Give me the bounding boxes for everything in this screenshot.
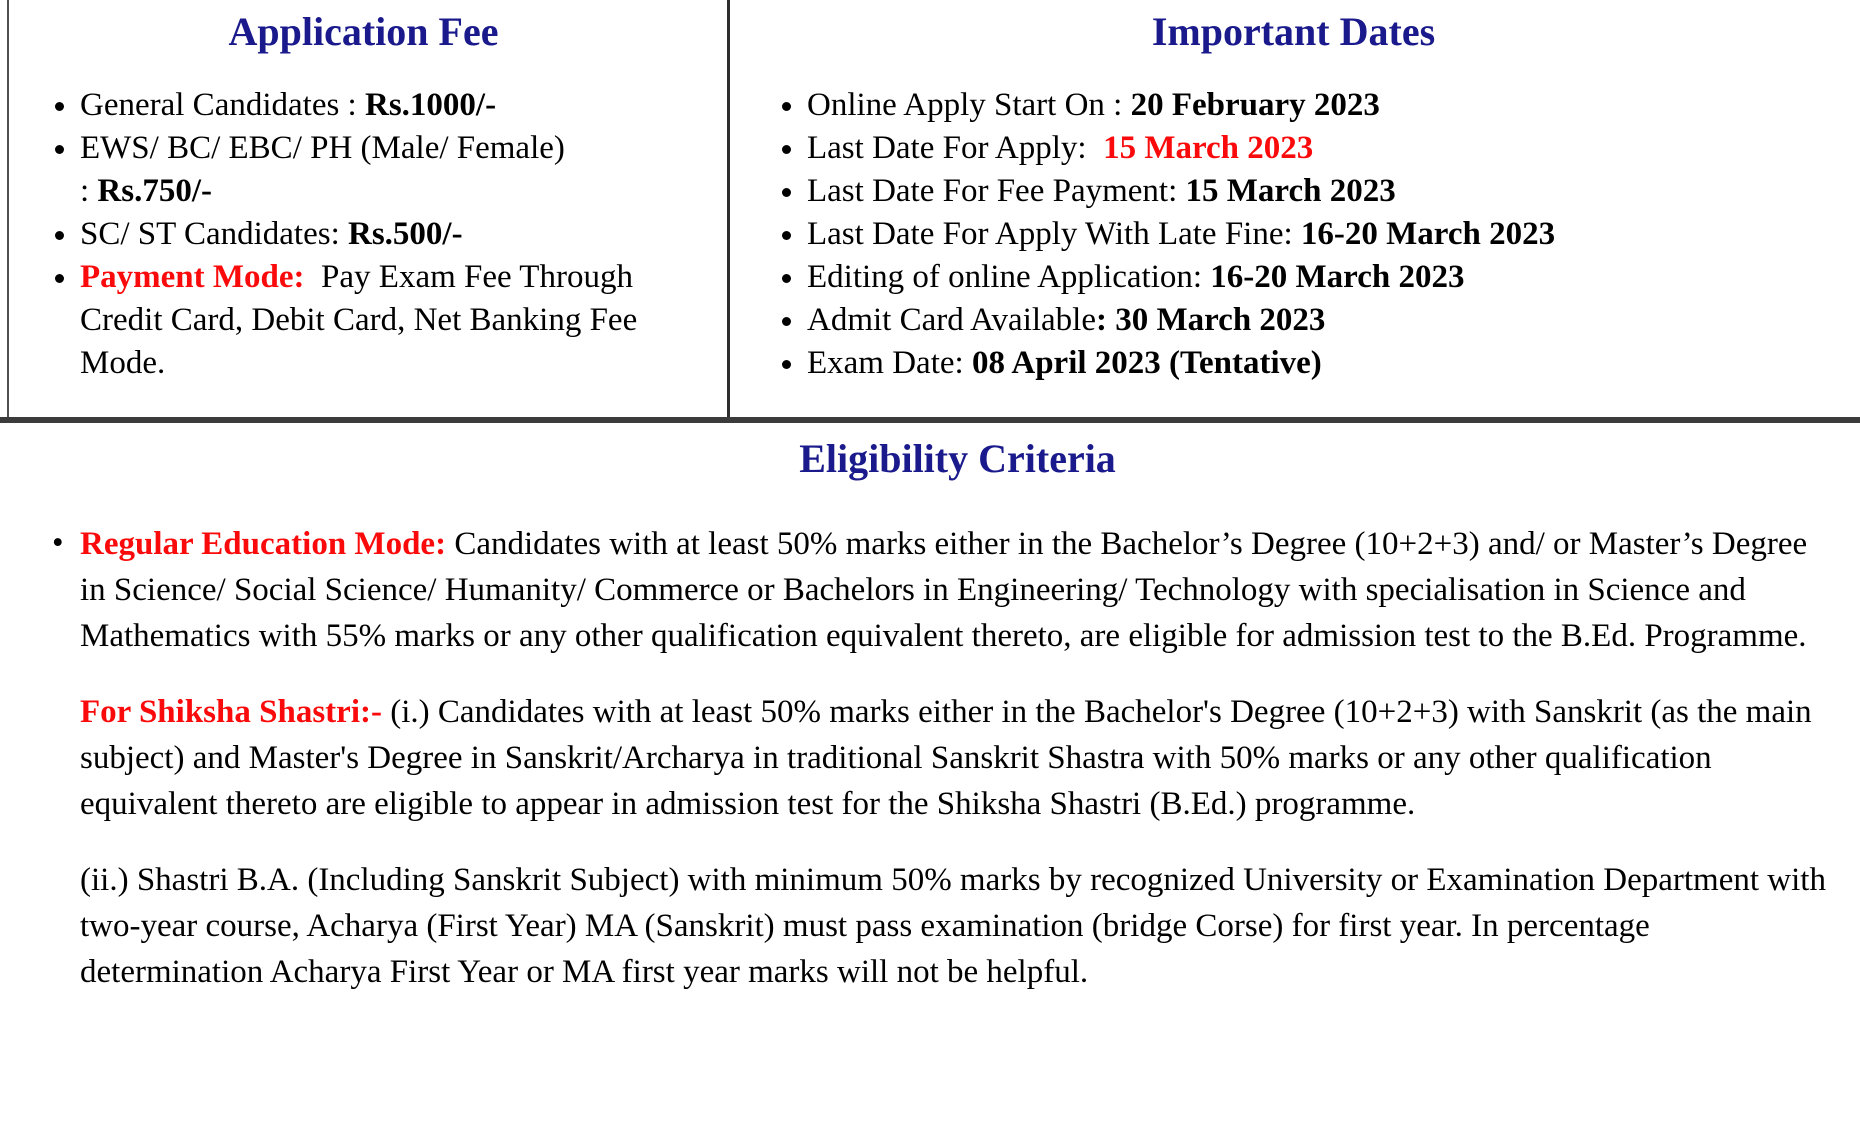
date-item-value: 16-20 March 2023 xyxy=(1300,216,1556,252)
date-item-label: Editing of online Application: xyxy=(807,259,1211,295)
paragraph-text: (ii.) Shastri B.A. (Including Sanskrit Subject) with minimum 50% marks by recognized University or Examination Department with two-year course, Acharya (First Year) MA (Sanskrit) must pass examination (bridge Corse) for first year. In percentage determination Acharya First Year or MA first year marks will not be helpful. xyxy=(80,862,1826,990)
paragraph-text: Candidates with at least 50% marks either in the Bachelor’s Degree (10+2+3) and/ or Master’s Degree in Science/ Social Science/ Humanity/ Commerce or Bachelors in Engineering/ Technology with specialisation in Science and Mathematics with 55% marks or any other qualification equivalent thereto, are eligible for admission test to the B.Ed. Programme. xyxy=(80,526,1808,654)
date-item-label: Last Date For Fee Payment: xyxy=(807,173,1186,209)
paragraph-highlight: Regular Education Mode: xyxy=(80,526,447,562)
application-fee-title: Application Fee xyxy=(228,9,499,54)
date-item-late-fine xyxy=(807,213,1842,256)
fee-item-value: Rs.500/- xyxy=(348,216,463,252)
paragraph-text: (i.) Candidates with at least 50% marks either in the Bachelor's Degree (10+2+3) with Sanskrit (as the main subject) and Master's Degree in Sanskrit/Archarya in traditional Sanskrit Shastra with 50% marks or any other qualification equivalent thereto are eligible to appear in admission test for the Shiksha Shastri (B.Ed.) programme. xyxy=(80,694,1812,822)
payment-mode-highlight: Payment Mode: xyxy=(80,259,305,295)
paragraph-regular-education-mode xyxy=(80,521,1835,659)
date-item-value: 15 March 2023 xyxy=(1103,130,1314,166)
fee-item-payment-mode xyxy=(80,256,709,385)
fee-item-sc-st xyxy=(80,213,709,256)
date-item-exam-date xyxy=(807,342,1842,385)
fee-item-label: SC/ ST Candidates: xyxy=(80,216,348,252)
top-section xyxy=(0,0,1860,417)
date-item-label: Online Apply Start On : xyxy=(807,87,1131,123)
fee-item-general xyxy=(80,84,709,127)
fee-item-label: EWS/ BC/ EBC/ PH (Male/ Female) xyxy=(80,130,565,166)
date-item-value: 15 March 2023 xyxy=(1185,173,1396,209)
date-item-fee-payment xyxy=(807,170,1842,213)
fee-item-text: Pay Exam Fee Through Credit Card, Debit Card, Net Banking Fee Mode. xyxy=(80,259,638,381)
date-item-value: 08 April 2023 (Tentative) xyxy=(971,345,1322,381)
date-item-label: Last Date For Apply: xyxy=(807,130,1104,166)
date-item-value: 20 February 2023 xyxy=(1130,87,1380,123)
important-dates-title: Important Dates xyxy=(1151,9,1436,54)
fee-item-ews-bc-ebc-ph xyxy=(80,127,709,213)
paragraph-shiksha-shastri xyxy=(80,689,1835,827)
fee-item-label: General Candidates : xyxy=(80,87,365,123)
column-divider-line xyxy=(727,0,730,417)
date-item-label: Exam Date: xyxy=(807,345,972,381)
date-item-label: Admit Card Available xyxy=(807,302,1096,338)
fee-item-value: Rs.1000/- xyxy=(364,87,497,123)
important-dates-section xyxy=(727,0,1860,417)
fee-item-value: Rs.750/- xyxy=(97,173,213,209)
eligibility-section xyxy=(0,435,1860,995)
important-dates-list xyxy=(727,84,1860,385)
application-fee-list xyxy=(0,84,727,385)
date-item-admit-card xyxy=(807,299,1842,342)
date-item-editing xyxy=(807,256,1842,299)
date-item-last-date-apply xyxy=(807,127,1842,170)
left-border-line xyxy=(7,0,9,417)
fee-item-prefix: : xyxy=(80,173,98,209)
paragraph-highlight: For Shiksha Shastri:- xyxy=(80,694,382,730)
date-item-value: 16-20 March 2023 xyxy=(1210,259,1465,295)
eligibility-title: Eligibility Criteria xyxy=(799,436,1116,481)
section-divider-line xyxy=(0,417,1860,423)
application-fee-section xyxy=(0,0,727,417)
date-item-label: Last Date For Apply With Late Fine: xyxy=(807,216,1301,252)
paragraph-shastri-ba xyxy=(80,857,1835,995)
date-item-value: : 30 March 2023 xyxy=(1096,302,1326,338)
date-item-apply-start xyxy=(807,84,1842,127)
